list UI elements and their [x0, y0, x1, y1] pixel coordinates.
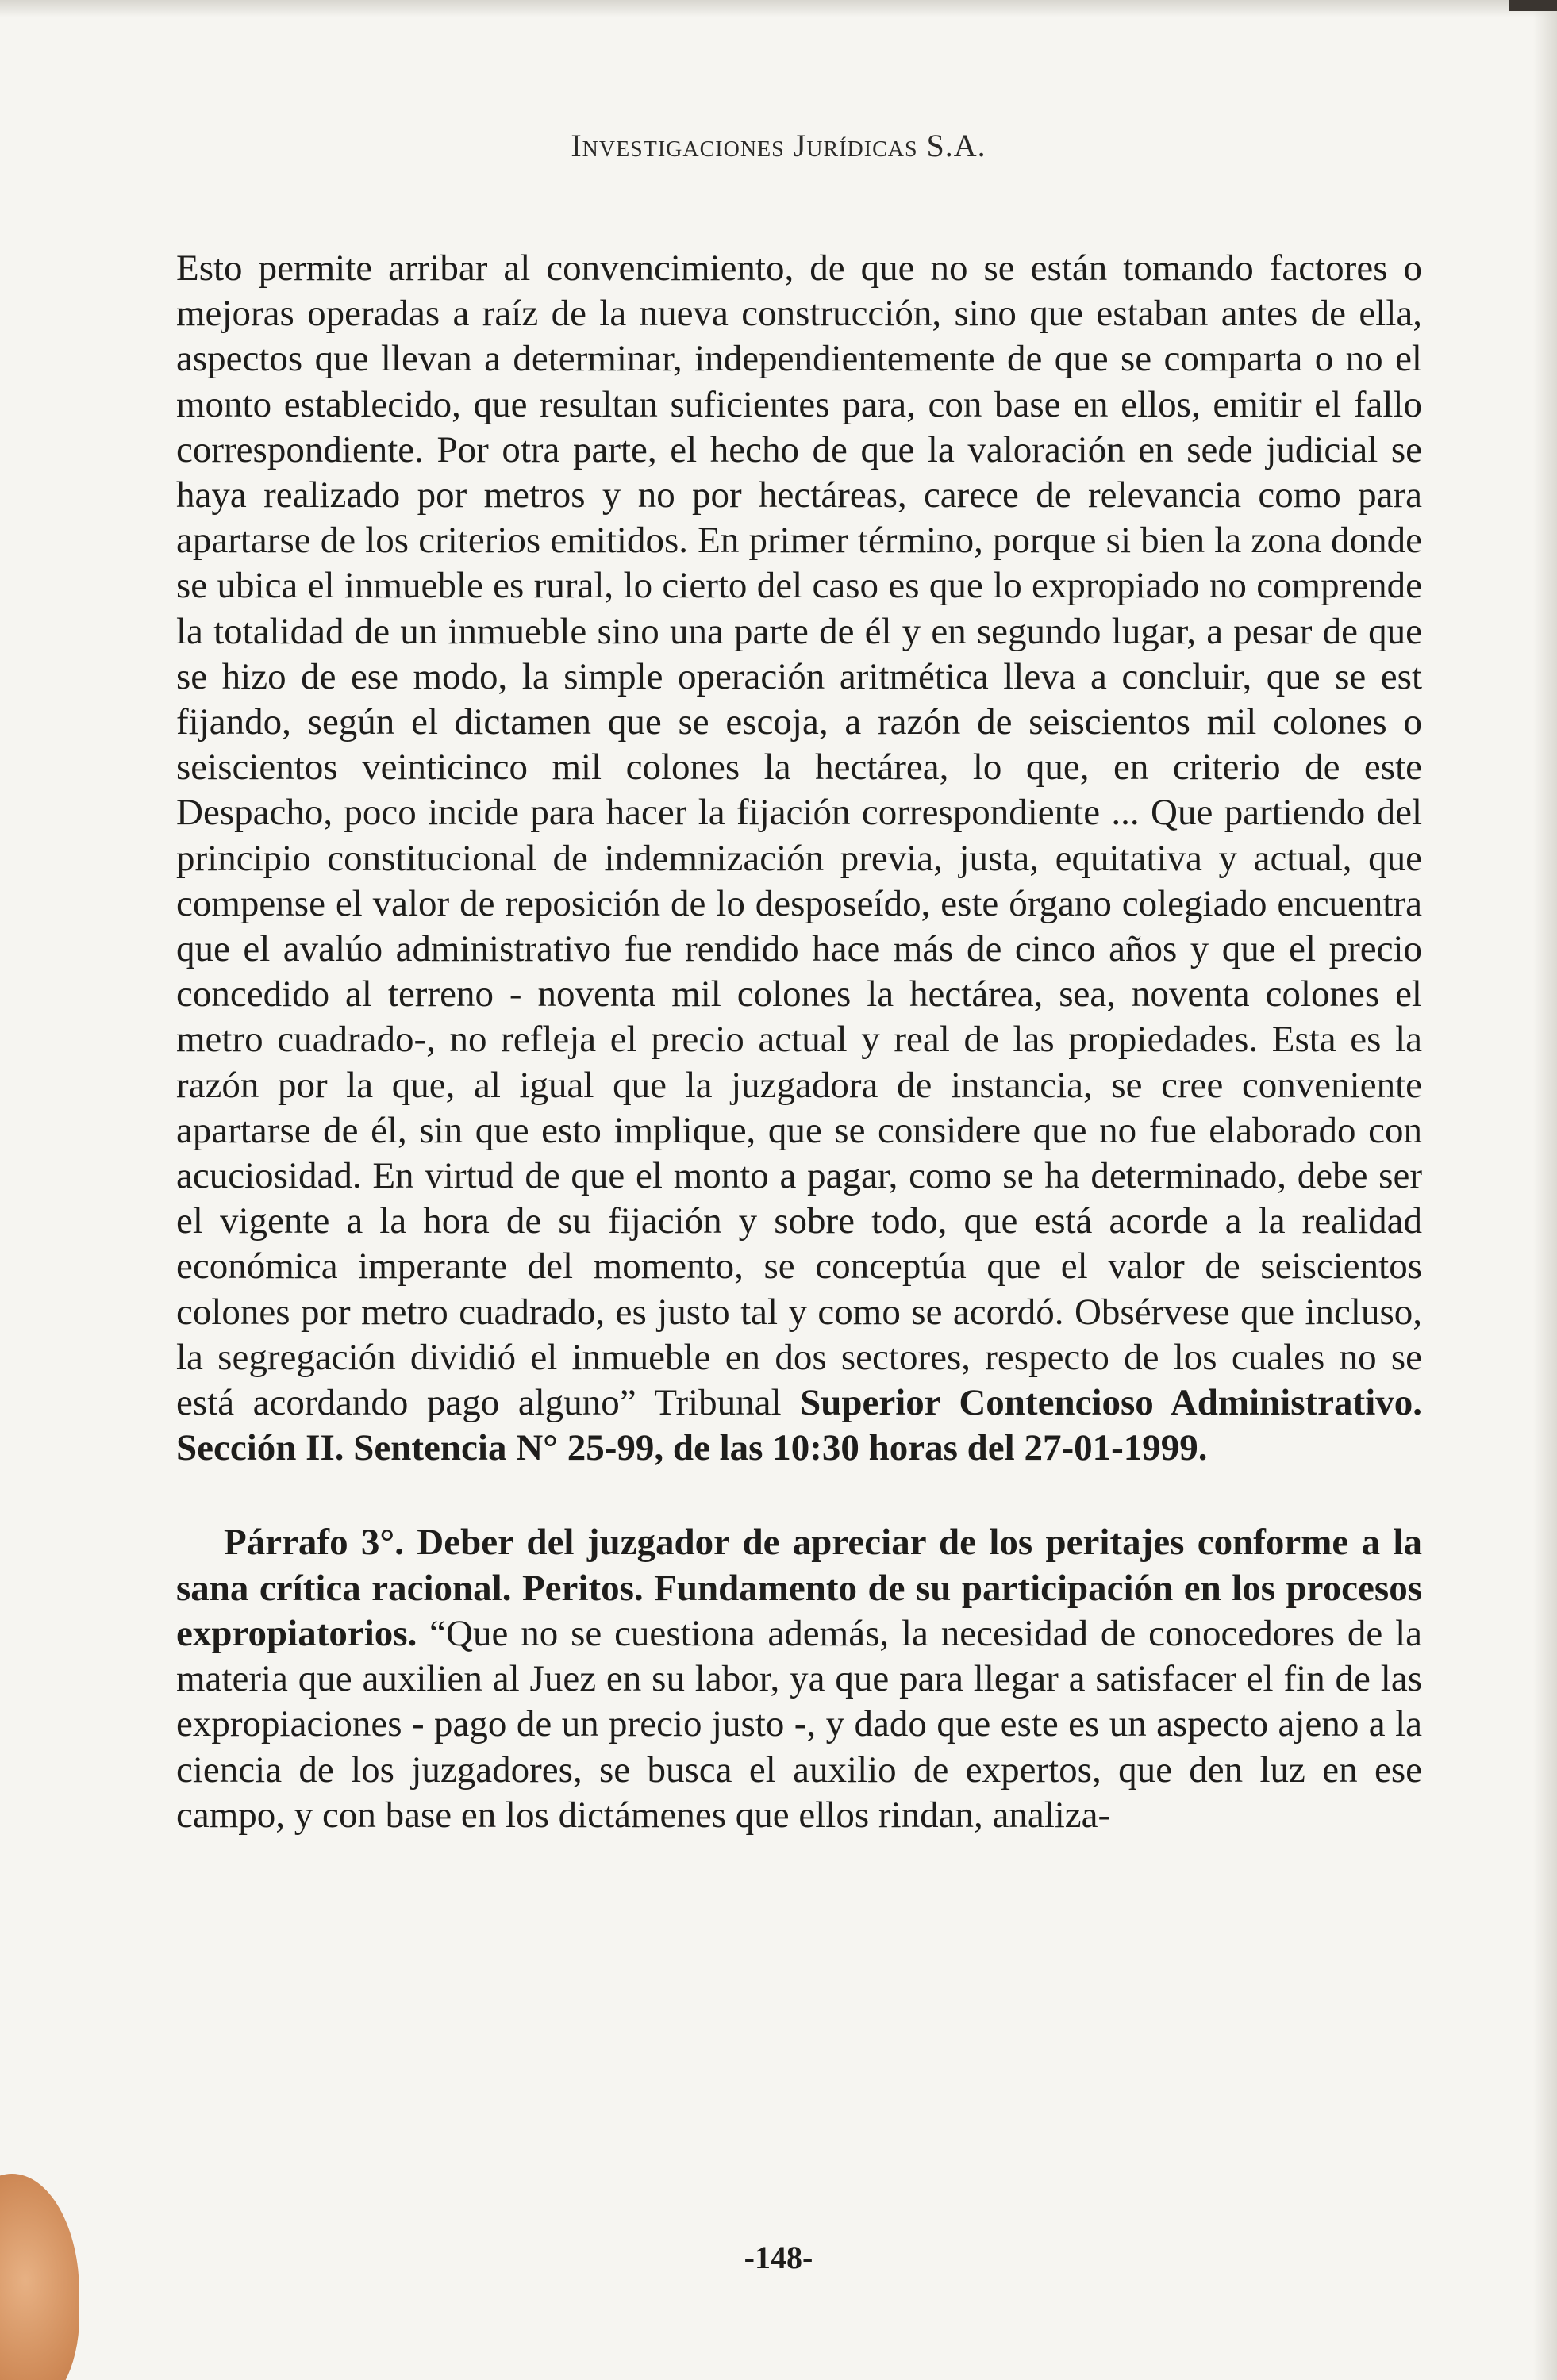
corner-mark — [1509, 0, 1557, 11]
paragraph-2-text: “Que no se cuestiona además, la necesidad de conocedores de la materia que auxilien al Juez en su labor, ya que para llegar a satisfacer el fin de las expropiaciones - pago de un precio justo -, y dado que este es un aspecto ajeno a la ciencia de los juzgadores, se busca el auxilio de expertos, que den luz en ese campo, y con base en los dictámenes que ellos rindan, analiza- — [176, 1612, 1422, 1836]
paragraph-1 — [176, 246, 1422, 1471]
page-gutter-shadow — [1533, 0, 1557, 2380]
paragraph-2 — [176, 1520, 1422, 1837]
case-citation: Superior Contencioso Administrativo. Sección II. Sentencia N° 25-99, de las 10:30 horas del 27-01-1999. — [176, 1382, 1423, 1469]
running-header: Investigaciones Jurídicas S.A. — [571, 128, 986, 163]
body-text — [176, 246, 1422, 1838]
page-top-shadow — [0, 0, 1557, 17]
section-heading: Párrafo 3°. Deber del juzgador de apreciar de los peritajes conforme a la sana crítica racional. Peritos. Fundamento de su participación en los procesos expropiatorios. — [176, 1522, 1422, 1654]
thumb-shape — [0, 2174, 79, 2380]
paragraph-1-text: Esto permite arribar al convencimiento, de que no se están tomando factores o mejoras operadas a raíz de la nueva construcción, sino que estaban antes de ella, aspectos que llevan a determinar, independientemente de que se comparta o no el monto establecido, que resultan suficientes para, con base en ellos, emitir el fallo correspondiente. Por otra parte, el hecho de que la valoración en sede judicial se haya realizado por metros y no por hectáreas, carece de relevancia como para apartarse de los criterios emitidos. En primer término, porque si bien la zona donde se ubica el inmueble es rural, lo cierto del caso es que lo expropiado no comprende la totalidad de un inmueble sino una parte de él y en segundo lugar, a pesar de que se hizo de ese modo, la simple operación aritmética lleva a concluir, que se est fijando, según el dictamen que se escoja, a razón de seiscientos mil colones o seiscientos veinticinco mil colones la hectárea, lo que, en criterio de este Despacho, poco incide para hacer la fijación correspondiente ... Que partiendo del principio constitucional de indemnización previa, justa, equitativa y actual, que compense el valor de reposición de lo desposeído, este órgano colegiado encuentra que el avalúo administrativo fue rendido hace más de cinco años y que el precio concedido al terreno - noventa mil colones la hectárea, sea, noventa colones el metro cuadrado-, no refleja el precio actual y real de las propiedades. Esta es la razón por la que, al igual que la juzgadora de instancia, se cree conveniente apartarse de él, sin que esto implique, que se considere que no fue elaborado con acuciosidad. En virtud de que el monto a pagar, como se ha determinado, debe ser el vigente a la hora de su fijación y sobre todo, que está acorde a la realidad económica imperante del momento, se conceptúa que el valor de seiscientos colones por metro cuadrado, es justo tal y como se acordó. Obsérvese que incluso, la segregación dividió el inmueble en dos sectores, respecto de los cuales no se está acordando pago alguno” Tribunal — [176, 248, 1422, 1424]
page-number: -148- — [744, 2240, 813, 2275]
